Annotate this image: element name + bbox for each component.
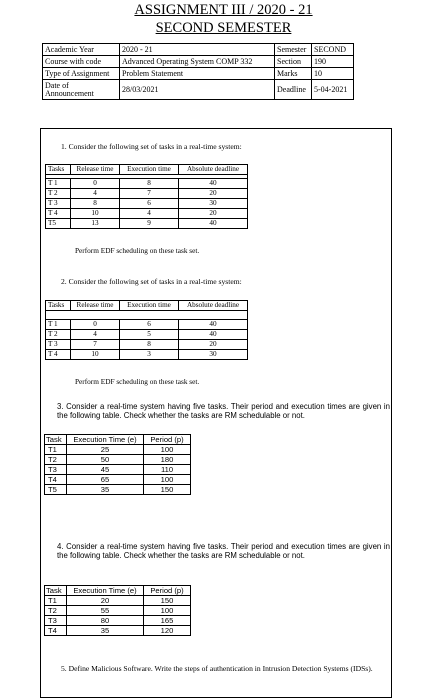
- assignment-type-label: Type of Assignment: [43, 68, 120, 80]
- header-release-time: Release time: [71, 301, 120, 311]
- question-3-text: 3. Consider a real-time system having five tasks. Their period and execution times are given in the following table. Check whether the tasks are RM schedulable or not.: [57, 402, 390, 420]
- header-period: Period (p): [144, 435, 191, 445]
- assignment-type-value: Problem Statement: [120, 68, 275, 80]
- table-row: T3 45 110: [45, 465, 191, 475]
- question-5-text: 5. Define Malicious Software. Write the steps of authentication in Intrusion Detection Systems (IDSs).: [61, 664, 373, 673]
- header-period: Period (p): [144, 586, 191, 596]
- question-4-table: [44, 585, 191, 636]
- header-absolute-deadline: Absolute deadline: [179, 165, 248, 175]
- question-2-table: [45, 300, 248, 360]
- header-tasks: Tasks: [46, 165, 71, 175]
- table-row: T 1 0 8 40: [46, 179, 248, 189]
- semester-label: Semester: [275, 44, 312, 56]
- marks-label: Marks: [275, 68, 312, 80]
- table-row: T 1 0 6 40: [46, 320, 248, 330]
- announcement-date-value: 28/03/2021: [120, 80, 275, 100]
- assignment-title: ASSIGNMENT III / 2020 - 21: [134, 2, 313, 18]
- deadline-value: 5-04-2021: [312, 80, 354, 100]
- table-row: T3 80 165: [45, 616, 191, 626]
- table-row: T 4 10 3 30: [46, 350, 248, 360]
- announcement-date-label: Date of Announcement: [43, 80, 120, 100]
- header-task: Task: [45, 435, 67, 445]
- table-row: T4 65 100: [45, 475, 191, 485]
- question-1-instruction: Perform EDF scheduling on these task set.: [75, 246, 200, 255]
- header-execution-time: Execution time: [120, 165, 179, 175]
- course-value: Advanced Operating System COMP 332: [120, 56, 275, 68]
- assignment-info-table: [42, 43, 354, 100]
- table-row: T2 50 180: [45, 455, 191, 465]
- semester-title: SECOND SEMESTER: [155, 20, 292, 36]
- header-absolute-deadline: Absolute deadline: [179, 301, 248, 311]
- academic-year-value: 2020 - 21: [120, 44, 275, 56]
- deadline-label: Deadline: [275, 80, 312, 100]
- section-value: 190: [312, 56, 354, 68]
- table-row: T5 13 9 40: [46, 219, 248, 229]
- table-row: T 4 10 4 20: [46, 209, 248, 219]
- table-row: T1 25 100: [45, 445, 191, 455]
- course-label: Course with code: [43, 56, 120, 68]
- table-row: T 2 4 7 20: [46, 189, 248, 199]
- section-label: Section: [275, 56, 312, 68]
- header-release-time: Release time: [71, 165, 120, 175]
- header-tasks: Tasks: [46, 301, 71, 311]
- table-row: T 2 4 5 40: [46, 330, 248, 340]
- header-execution-time: Execution Time (e): [67, 435, 144, 445]
- questions-box: [40, 128, 392, 698]
- table-row: T 3 7 8 20: [46, 340, 248, 350]
- marks-value: 10: [312, 68, 354, 80]
- header-execution-time: Execution Time (e): [67, 586, 144, 596]
- question-1-text: 1. Consider the following set of tasks in a real-time system:: [61, 142, 242, 151]
- table-row: T1 20 150: [45, 596, 191, 606]
- table-row: T5 35 150: [45, 485, 191, 495]
- question-1-table: [45, 164, 248, 229]
- table-spacer-row: [46, 311, 248, 320]
- academic-year-label: Academic Year: [43, 44, 120, 56]
- header-task: Task: [45, 586, 67, 596]
- table-row: T4 35 120: [45, 626, 191, 636]
- semester-value: SECOND: [312, 44, 354, 56]
- question-4-text: 4. Consider a real-time system having five tasks. Their period and execution times are given in the following table. Check whether the tasks are RM schedulable or not.: [57, 542, 390, 560]
- header-execution-time: Execution time: [120, 301, 179, 311]
- question-3-table: [44, 434, 191, 495]
- table-row: T 3 8 6 30: [46, 199, 248, 209]
- table-row: T2 55 100: [45, 606, 191, 616]
- question-2-text: 2. Consider the following set of tasks in a real-time system:: [61, 277, 242, 286]
- question-2-instruction: Perform EDF scheduling on these task set.: [75, 377, 200, 386]
